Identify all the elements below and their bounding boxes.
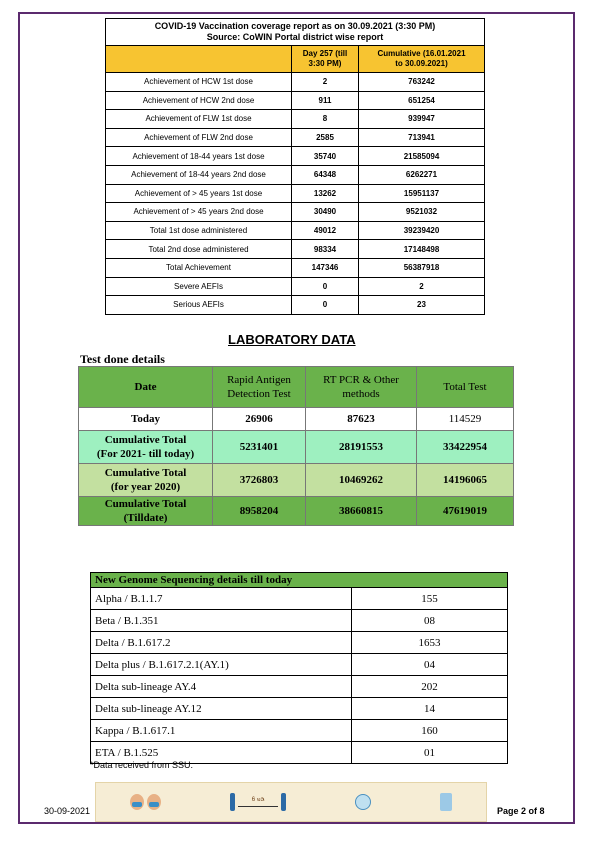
vaccination-row [106,240,485,259]
genome-note: *Data received from SSU. [90,760,194,770]
lab-row-cum2021 [79,431,514,464]
genome-row [91,632,508,654]
vaccination-row-label: Serious AEFIs [106,296,292,315]
lab-cumtill-rtpcr: 38660815 [306,497,417,526]
lab-cum2020-label [79,464,213,497]
genome-row-label: Delta / B.1.617.2 [91,632,352,654]
distance-arrow-icon [238,806,278,807]
vaccination-row [106,110,485,129]
lab-caption: Test done details [80,352,165,366]
vaccination-row-day: 911 [292,91,359,110]
genome-row [91,654,508,676]
genome-row-label: Delta sub-lineage AY.4 [91,676,352,698]
distance-indicator [238,797,278,807]
awareness-banner [95,782,487,822]
genome-rows [91,588,508,764]
page-prefix: Page [497,806,522,816]
vaccination-row-day: 35740 [292,147,359,166]
vaccination-row-cumulative: 23 [359,296,485,315]
genome-row [91,588,508,610]
header-day-line2: 3:30 PM) [308,59,342,68]
vaccination-row-cumulative: 15951137 [359,184,485,203]
vaccination-header-row [106,46,485,73]
vaccination-row [106,277,485,296]
lab-row-today [79,408,514,431]
person-icon [281,793,286,811]
genome-row [91,698,508,720]
vaccination-title-row [106,19,485,46]
distance-segment [230,793,286,811]
vaccination-row-day: 13262 [292,184,359,203]
vaccination-row-day: 147346 [292,258,359,277]
lab-header-rapid-line2: Detection Test [227,388,291,400]
genome-row-label: Delta sub-lineage AY.12 [91,698,352,720]
genome-row-value: 04 [352,654,508,676]
vaccination-row-cumulative: 651254 [359,91,485,110]
vaccination-row-cumulative: 17148498 [359,240,485,259]
page-total: 8 [539,806,545,816]
page-number: 2 [521,806,527,816]
genome-row-value: 1653 [352,632,508,654]
vaccination-row-day: 0 [292,277,359,296]
lab-heading: LABORATORY DATA [228,332,356,347]
vaccine-segment [440,793,452,811]
vaccination-row-cumulative: 763242 [359,73,485,92]
genome-row-label: Kappa / B.1.617.1 [91,720,352,742]
genome-row-label: Beta / B.1.351 [91,610,352,632]
masked-face-icon [130,794,144,810]
vaccination-row-day: 0 [292,296,359,315]
lab-header-rtpcr-line1: RT PCR & Other [323,374,399,386]
vaccination-row-day: 2 [292,73,359,92]
vaccination-row [106,147,485,166]
lab-cumtill-label-line2: (Tilldate) [123,512,168,524]
handwash-icon [355,794,371,810]
vaccination-row [106,258,485,277]
lab-cumtill-label-line1: Cumulative Total [104,498,187,510]
vaccination-row [106,73,485,92]
lab-header-rtpcr-line2: methods [342,388,380,400]
lab-today-rapid: 26906 [213,408,306,431]
masked-face-icon [147,794,161,810]
lab-row-cum2020 [79,464,514,497]
genome-table [90,572,508,764]
person-icon [230,793,235,811]
genome-row-label: Delta plus / B.1.617.2.1(AY.1) [91,654,352,676]
vaccination-row-cumulative: 2 [359,277,485,296]
vaccination-row-label: Achievement of > 45 years 1st dose [106,184,292,203]
lab-cum2020-label-line2: (for year 2020) [110,481,181,493]
lab-header-total: Total Test [417,367,514,408]
vaccination-row-label: Total Achievement [106,258,292,277]
vaccination-row [106,203,485,222]
vaccination-row-label: Achievement of FLW 1st dose [106,110,292,129]
vaccination-header-day [292,46,359,73]
vaccination-row-label: Achievement of 18-44 years 2nd dose [106,165,292,184]
genome-row-value: 01 [352,742,508,764]
page-of: of [526,806,540,816]
vaccination-row [106,221,485,240]
lab-cum2021-total: 33422954 [417,431,514,464]
genome-row-value: 14 [352,698,508,720]
lab-cumtill-total: 47619019 [417,497,514,526]
vaccination-row-label: Achievement of HCW 2nd dose [106,91,292,110]
lab-cum2020-rtpcr: 10469262 [306,464,417,497]
genome-row-value: 202 [352,676,508,698]
vaccination-row-cumulative: 6262271 [359,165,485,184]
genome-row-value: 160 [352,720,508,742]
lab-header-row [79,367,514,408]
lab-cum2021-rapid: 5231401 [213,431,306,464]
vaccination-row-day: 30490 [292,203,359,222]
vaccination-row [106,165,485,184]
vaccination-row-label: Total 1st dose administered [106,221,292,240]
vaccination-title-line2: Source: CoWIN Portal district wise report [206,32,384,42]
vaccination-row-cumulative: 39239420 [359,221,485,240]
vaccination-row-day: 49012 [292,221,359,240]
vaccination-rows [106,73,485,315]
lab-header-rapid [213,367,306,408]
vaccination-header-cumulative [359,46,485,73]
lab-cum2021-label-line1: Cumulative Total [104,434,187,446]
vaccination-row-cumulative: 939947 [359,110,485,129]
footer-page [497,806,545,816]
lab-cum2020-rapid: 3726803 [213,464,306,497]
genome-row [91,676,508,698]
genome-row-value: 08 [352,610,508,632]
lab-today-rtpcr: 87623 [306,408,417,431]
vaccination-row-cumulative: 713941 [359,128,485,147]
vaccination-row-label: Achievement of 18-44 years 1st dose [106,147,292,166]
header-cum-line1: Cumulative (16.01.2021 [377,49,466,58]
vaccination-row-cumulative: 9521032 [359,203,485,222]
lab-header-date: Date [79,367,213,408]
lab-header-rapid-line1: Rapid Antigen [227,374,291,386]
lab-cum2021-rtpcr: 28191553 [306,431,417,464]
genome-heading: New Genome Sequencing details till today [91,573,508,588]
vaccination-title [106,19,485,46]
vaccination-table [105,18,485,315]
mask-segment [130,794,161,810]
vaccine-icon [440,793,452,811]
genome-header-row [91,573,508,588]
vaccination-row [106,91,485,110]
lab-header-rtpcr [306,367,417,408]
vaccination-row-day: 64348 [292,165,359,184]
genome-row-value: 155 [352,588,508,610]
handwash-segment [355,794,371,810]
vaccination-row-label: Total 2nd dose administered [106,240,292,259]
vaccination-row-label: Achievement of FLW 2nd dose [106,128,292,147]
vaccination-header-blank [106,46,292,73]
vaccination-row-cumulative: 56387918 [359,258,485,277]
vaccination-row-day: 98334 [292,240,359,259]
genome-row-label: ETA / B.1.525 [91,742,352,764]
genome-row [91,720,508,742]
lab-cum2020-total: 14196065 [417,464,514,497]
genome-row-label: Alpha / B.1.1.7 [91,588,352,610]
vaccination-row-day: 2585 [292,128,359,147]
vaccination-row [106,296,485,315]
lab-cum2021-label-line2: (For 2021- till today) [96,448,195,460]
footer-date: 30-09-2021 [44,806,91,816]
genome-row [91,610,508,632]
lab-today-label: Today [79,408,213,431]
lab-row-cumtill [79,497,514,526]
vaccination-row-label: Achievement of > 45 years 2nd dose [106,203,292,222]
vaccination-row [106,128,485,147]
lab-cum2020-label-line1: Cumulative Total [104,467,187,479]
distance-label: 6 ಅಡಿ [251,797,265,803]
vaccination-row-label: Achievement of HCW 1st dose [106,73,292,92]
vaccination-row-day: 8 [292,110,359,129]
lab-today-total: 114529 [417,408,514,431]
lab-table [78,366,514,526]
vaccination-title-line1: COVID-19 Vaccination coverage report as on 30.09.2021 (3:30 PM) [154,21,436,31]
lab-cum2021-label [79,431,213,464]
vaccination-row [106,184,485,203]
header-cum-line2: to 30.09.2021) [395,59,448,68]
vaccination-row-cumulative: 21585094 [359,147,485,166]
vaccination-row-label: Severe AEFIs [106,277,292,296]
lab-cumtill-rapid: 8958204 [213,497,306,526]
lab-cumtill-label [79,497,213,526]
header-day-line1: Day 257 (till [302,49,348,58]
